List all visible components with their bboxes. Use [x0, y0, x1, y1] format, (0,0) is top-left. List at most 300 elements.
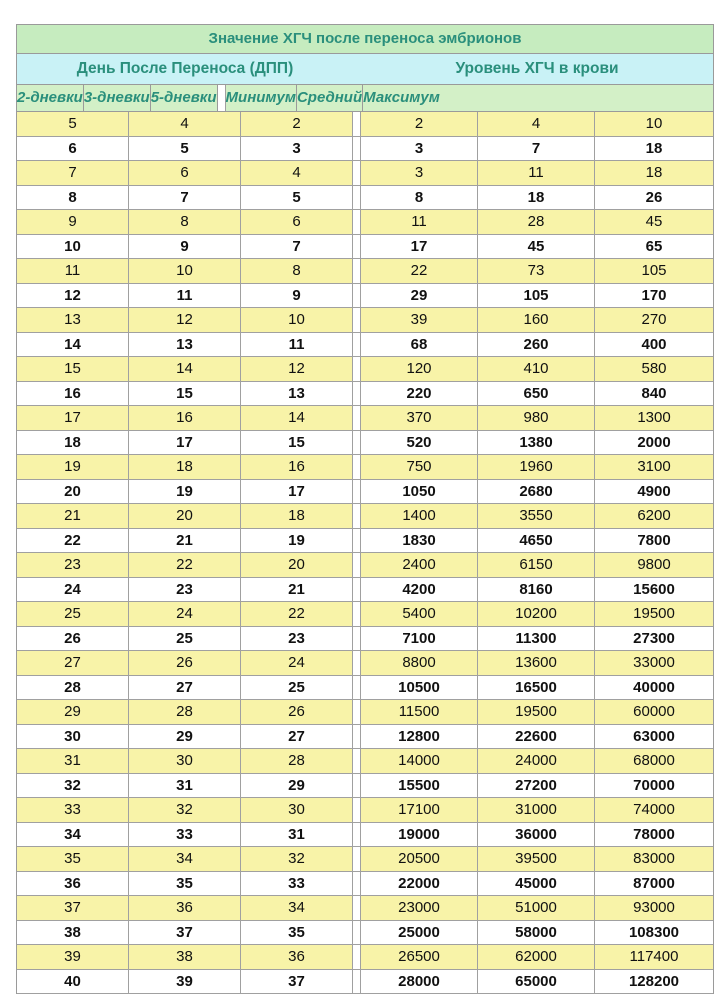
cell-5day: 32	[241, 847, 353, 871]
cell-2day: 34	[17, 823, 129, 847]
column-header-3day: 3-дневки	[84, 85, 151, 111]
table-row	[17, 847, 713, 872]
cell-avg: 260	[478, 333, 595, 357]
cell-min: 29	[361, 284, 478, 308]
cell-avg: 16500	[478, 676, 595, 700]
cell-5day: 35	[241, 921, 353, 945]
cell-3day: 4	[129, 112, 241, 136]
table-row	[17, 676, 713, 701]
cell-min: 19000	[361, 823, 478, 847]
cell-max: 26	[645, 188, 663, 206]
cell-min: 3	[361, 161, 478, 185]
group-gap	[353, 54, 361, 84]
cell-avg: 31000	[478, 798, 595, 822]
column-spacer	[353, 896, 361, 920]
cell-5day: 30	[241, 798, 353, 822]
cell-3day: 31	[129, 774, 241, 798]
table-row	[17, 896, 713, 921]
table-row	[17, 602, 713, 627]
cell-max: 108300	[628, 923, 680, 941]
column-spacer	[353, 210, 361, 234]
cell-3day: 27	[129, 676, 241, 700]
cell-avg: 19500	[478, 700, 595, 724]
cell-2day: 18	[17, 431, 129, 455]
cell-min: 7100	[361, 627, 478, 651]
cell-avg: 73	[478, 259, 595, 283]
cell-2day: 31	[17, 749, 129, 773]
cell-2day: 40	[17, 970, 129, 994]
cell-max: 27300	[633, 629, 675, 647]
cell-avg: 1380	[478, 431, 595, 455]
column-header-row	[17, 85, 713, 112]
cell-max: 3100	[637, 458, 671, 475]
cell-max: 70000	[633, 776, 675, 794]
cell-5day: 17	[241, 480, 353, 504]
cell-min: 1400	[361, 504, 478, 528]
cell-max: 83000	[633, 850, 675, 867]
column-spacer	[353, 137, 361, 161]
table-row	[17, 259, 713, 284]
cell-min: 39	[361, 308, 478, 332]
cell-5day: 20	[241, 553, 353, 577]
column-spacer	[353, 921, 361, 945]
table-row	[17, 235, 713, 260]
column-spacer	[353, 235, 361, 259]
cell-min: 750	[361, 455, 478, 479]
cell-max: 400	[641, 335, 667, 353]
table-body	[17, 112, 713, 994]
cell-avg: 39500	[478, 847, 595, 871]
cell-3day: 35	[129, 872, 241, 896]
cell-3day: 34	[129, 847, 241, 871]
cell-2day: 16	[17, 382, 129, 406]
cell-avg: 24000	[478, 749, 595, 773]
table-row	[17, 357, 713, 382]
cell-5day: 4	[241, 161, 353, 185]
column-header-min: Минимум	[226, 85, 297, 111]
cell-3day: 5	[129, 137, 241, 161]
table-row	[17, 455, 713, 480]
cell-min: 220	[361, 382, 478, 406]
cell-max: 33000	[633, 654, 675, 671]
column-spacer	[353, 480, 361, 504]
cell-5day: 37	[241, 970, 353, 994]
cell-max: 10	[645, 115, 663, 132]
cell-2day: 8	[17, 186, 129, 210]
cell-min: 11500	[361, 700, 478, 724]
cell-max: 840	[641, 384, 667, 402]
column-header-max: Максимум	[363, 89, 440, 106]
cell-5day: 21	[241, 578, 353, 602]
cell-2day: 22	[17, 529, 129, 553]
cell-avg: 650	[478, 382, 595, 406]
cell-3day: 9	[129, 235, 241, 259]
cell-max: 170	[641, 286, 667, 304]
cell-avg: 11	[478, 161, 595, 185]
cell-2day: 14	[17, 333, 129, 357]
column-spacer	[353, 872, 361, 896]
cell-3day: 12	[129, 308, 241, 332]
cell-2day: 26	[17, 627, 129, 651]
cell-min: 26500	[361, 945, 478, 969]
cell-5day: 26	[241, 700, 353, 724]
cell-avg: 13600	[478, 651, 595, 675]
cell-min: 120	[361, 357, 478, 381]
column-header-2day: 2-дневки	[17, 85, 84, 111]
column-spacer	[353, 529, 361, 553]
cell-3day: 29	[129, 725, 241, 749]
column-spacer	[353, 553, 361, 577]
cell-3day: 8	[129, 210, 241, 234]
table-row	[17, 725, 713, 750]
table-row	[17, 406, 713, 431]
cell-avg: 18	[478, 186, 595, 210]
cell-3day: 19	[129, 480, 241, 504]
cell-2day: 13	[17, 308, 129, 332]
table-row	[17, 798, 713, 823]
column-spacer	[353, 259, 361, 283]
table-row	[17, 431, 713, 456]
column-spacer	[353, 112, 361, 136]
cell-5day: 27	[241, 725, 353, 749]
cell-5day: 14	[241, 406, 353, 430]
cell-max: 6200	[637, 507, 671, 524]
cell-5day: 24	[241, 651, 353, 675]
cell-2day: 27	[17, 651, 129, 675]
table-row	[17, 382, 713, 407]
cell-5day: 5	[241, 186, 353, 210]
cell-5day: 12	[241, 357, 353, 381]
cell-3day: 14	[129, 357, 241, 381]
cell-5day: 31	[241, 823, 353, 847]
column-spacer	[353, 970, 361, 994]
cell-avg: 28	[478, 210, 595, 234]
cell-avg: 10200	[478, 602, 595, 626]
cell-avg: 27200	[478, 774, 595, 798]
cell-max: 68000	[633, 752, 675, 769]
column-spacer	[353, 382, 361, 406]
cell-3day: 11	[129, 284, 241, 308]
cell-3day: 24	[129, 602, 241, 626]
table-row	[17, 112, 713, 137]
cell-avg: 45	[478, 235, 595, 259]
cell-min: 20500	[361, 847, 478, 871]
cell-2day: 33	[17, 798, 129, 822]
column-spacer	[353, 455, 361, 479]
cell-3day: 18	[129, 455, 241, 479]
cell-5day: 2	[241, 112, 353, 136]
cell-avg: 4	[478, 112, 595, 136]
cell-min: 25000	[361, 921, 478, 945]
cell-3day: 30	[129, 749, 241, 773]
cell-5day: 7	[241, 235, 353, 259]
column-spacer	[353, 676, 361, 700]
table-row	[17, 529, 713, 554]
table-row	[17, 186, 713, 211]
cell-max: 63000	[633, 727, 675, 745]
cell-max: 45	[645, 213, 663, 230]
table-row	[17, 553, 713, 578]
column-spacer	[353, 308, 361, 332]
cell-2day: 24	[17, 578, 129, 602]
cell-5day: 25	[241, 676, 353, 700]
cell-5day: 8	[241, 259, 353, 283]
cell-2day: 39	[17, 945, 129, 969]
cell-2day: 20	[17, 480, 129, 504]
table-row	[17, 823, 713, 848]
table-row	[17, 137, 713, 162]
cell-5day: 19	[241, 529, 353, 553]
cell-max: 65	[645, 237, 663, 255]
cell-2day: 37	[17, 896, 129, 920]
cell-max: 7800	[637, 531, 671, 549]
cell-max: 128200	[628, 972, 680, 990]
column-header-5day: 5-дневки	[151, 85, 218, 111]
column-spacer	[353, 406, 361, 430]
cell-3day: 17	[129, 431, 241, 455]
cell-5day: 33	[241, 872, 353, 896]
cell-3day: 22	[129, 553, 241, 577]
group-header-hcg: Уровень ХГЧ в крови	[455, 60, 619, 77]
cell-5day: 11	[241, 333, 353, 357]
cell-2day: 25	[17, 602, 129, 626]
cell-min: 10500	[361, 676, 478, 700]
column-spacer	[353, 847, 361, 871]
cell-avg: 105	[478, 284, 595, 308]
cell-min: 17	[361, 235, 478, 259]
cell-3day: 25	[129, 627, 241, 651]
table-row	[17, 578, 713, 603]
cell-min: 14000	[361, 749, 478, 773]
cell-min: 8	[361, 186, 478, 210]
column-spacer	[353, 725, 361, 749]
cell-min: 68	[361, 333, 478, 357]
cell-avg: 58000	[478, 921, 595, 945]
column-spacer	[353, 798, 361, 822]
cell-5day: 10	[241, 308, 353, 332]
table-row	[17, 774, 713, 799]
table-row	[17, 480, 713, 505]
cell-3day: 38	[129, 945, 241, 969]
cell-3day: 28	[129, 700, 241, 724]
cell-max: 270	[641, 311, 667, 328]
column-spacer	[353, 357, 361, 381]
cell-min: 2	[361, 112, 478, 136]
cell-min: 8800	[361, 651, 478, 675]
table-row	[17, 921, 713, 946]
cell-avg: 1960	[478, 455, 595, 479]
cell-5day: 6	[241, 210, 353, 234]
cell-max: 105	[641, 262, 667, 279]
cell-min: 17100	[361, 798, 478, 822]
cell-2day: 32	[17, 774, 129, 798]
cell-avg: 6150	[478, 553, 595, 577]
cell-min: 520	[361, 431, 478, 455]
cell-max: 9800	[637, 556, 671, 573]
cell-min: 28000	[361, 970, 478, 994]
group-header-band	[17, 54, 713, 85]
cell-5day: 34	[241, 896, 353, 920]
cell-2day: 23	[17, 553, 129, 577]
cell-avg: 160	[478, 308, 595, 332]
column-spacer	[353, 774, 361, 798]
column-spacer	[353, 700, 361, 724]
cell-min: 22000	[361, 872, 478, 896]
cell-max: 93000	[633, 899, 675, 916]
cell-3day: 10	[129, 259, 241, 283]
cell-2day: 35	[17, 847, 129, 871]
column-spacer	[353, 602, 361, 626]
hcg-table	[16, 24, 714, 994]
cell-avg: 22600	[478, 725, 595, 749]
cell-5day: 22	[241, 602, 353, 626]
cell-avg: 8160	[478, 578, 595, 602]
cell-min: 11	[361, 210, 478, 234]
cell-3day: 6	[129, 161, 241, 185]
cell-5day: 36	[241, 945, 353, 969]
cell-5day: 28	[241, 749, 353, 773]
table-row	[17, 504, 713, 529]
cell-3day: 37	[129, 921, 241, 945]
cell-avg: 65000	[478, 970, 595, 994]
cell-2day: 29	[17, 700, 129, 724]
cell-5day: 15	[241, 431, 353, 455]
cell-2day: 5	[17, 112, 129, 136]
cell-2day: 10	[17, 235, 129, 259]
cell-max: 18	[645, 164, 663, 181]
cell-3day: 13	[129, 333, 241, 357]
column-spacer	[353, 749, 361, 773]
cell-3day: 7	[129, 186, 241, 210]
cell-max: 18	[645, 139, 663, 157]
table-row	[17, 749, 713, 774]
cell-min: 5400	[361, 602, 478, 626]
table-row	[17, 161, 713, 186]
cell-avg: 45000	[478, 872, 595, 896]
cell-2day: 15	[17, 357, 129, 381]
cell-max: 74000	[633, 801, 675, 818]
cell-2day: 7	[17, 161, 129, 185]
cell-max: 40000	[633, 678, 675, 696]
column-spacer	[353, 504, 361, 528]
cell-min: 15500	[361, 774, 478, 798]
column-spacer	[353, 284, 361, 308]
cell-min: 370	[361, 406, 478, 430]
cell-3day: 16	[129, 406, 241, 430]
table-row	[17, 333, 713, 358]
cell-max: 19500	[633, 605, 675, 622]
cell-2day: 36	[17, 872, 129, 896]
cell-min: 12800	[361, 725, 478, 749]
cell-5day: 3	[241, 137, 353, 161]
table-row	[17, 700, 713, 725]
cell-avg: 3550	[478, 504, 595, 528]
table-row	[17, 308, 713, 333]
cell-3day: 21	[129, 529, 241, 553]
cell-3day: 20	[129, 504, 241, 528]
table-row	[17, 284, 713, 309]
column-spacer	[353, 945, 361, 969]
cell-5day: 23	[241, 627, 353, 651]
table-row	[17, 210, 713, 235]
cell-avg: 4650	[478, 529, 595, 553]
table-row	[17, 651, 713, 676]
cell-min: 2400	[361, 553, 478, 577]
cell-max: 117400	[629, 948, 679, 965]
column-header-avg: Средний	[297, 85, 363, 111]
cell-avg: 62000	[478, 945, 595, 969]
cell-5day: 16	[241, 455, 353, 479]
cell-min: 1830	[361, 529, 478, 553]
cell-avg: 7	[478, 137, 595, 161]
cell-avg: 51000	[478, 896, 595, 920]
table-row	[17, 945, 713, 970]
column-spacer	[353, 333, 361, 357]
cell-avg: 980	[478, 406, 595, 430]
group-header-days: День После Переноса (ДПП)	[76, 60, 294, 77]
cell-2day: 21	[17, 504, 129, 528]
cell-2day: 9	[17, 210, 129, 234]
cell-max: 580	[641, 360, 667, 377]
cell-3day: 39	[129, 970, 241, 994]
table-row	[17, 970, 713, 995]
table-row	[17, 872, 713, 897]
cell-avg: 410	[478, 357, 595, 381]
cell-2day: 28	[17, 676, 129, 700]
cell-min: 4200	[361, 578, 478, 602]
cell-max: 87000	[633, 874, 675, 892]
cell-max: 78000	[633, 825, 675, 843]
cell-max: 1300	[637, 409, 671, 426]
column-spacer	[353, 627, 361, 651]
cell-5day: 29	[241, 774, 353, 798]
table-row	[17, 627, 713, 652]
cell-max: 4900	[637, 482, 671, 500]
cell-2day: 12	[17, 284, 129, 308]
cell-max: 2000	[637, 433, 671, 451]
cell-3day: 26	[129, 651, 241, 675]
cell-3day: 15	[129, 382, 241, 406]
cell-avg: 2680	[478, 480, 595, 504]
cell-2day: 19	[17, 455, 129, 479]
column-spacer	[353, 651, 361, 675]
column-spacer	[218, 85, 226, 111]
column-spacer	[353, 186, 361, 210]
cell-5day: 18	[241, 504, 353, 528]
cell-min: 3	[361, 137, 478, 161]
cell-3day: 36	[129, 896, 241, 920]
cell-2day: 38	[17, 921, 129, 945]
column-spacer	[353, 578, 361, 602]
cell-avg: 36000	[478, 823, 595, 847]
cell-min: 1050	[361, 480, 478, 504]
column-spacer	[353, 823, 361, 847]
cell-2day: 17	[17, 406, 129, 430]
cell-avg: 11300	[478, 627, 595, 651]
column-spacer	[353, 161, 361, 185]
cell-2day: 11	[17, 259, 129, 283]
cell-min: 22	[361, 259, 478, 283]
cell-max: 15600	[633, 580, 675, 598]
cell-2day: 6	[17, 137, 129, 161]
cell-3day: 33	[129, 823, 241, 847]
column-spacer	[353, 431, 361, 455]
cell-min: 23000	[361, 896, 478, 920]
cell-max: 60000	[633, 703, 675, 720]
cell-3day: 32	[129, 798, 241, 822]
cell-5day: 13	[241, 382, 353, 406]
table-title: Значение ХГЧ после переноса эмбрионов	[17, 25, 713, 54]
